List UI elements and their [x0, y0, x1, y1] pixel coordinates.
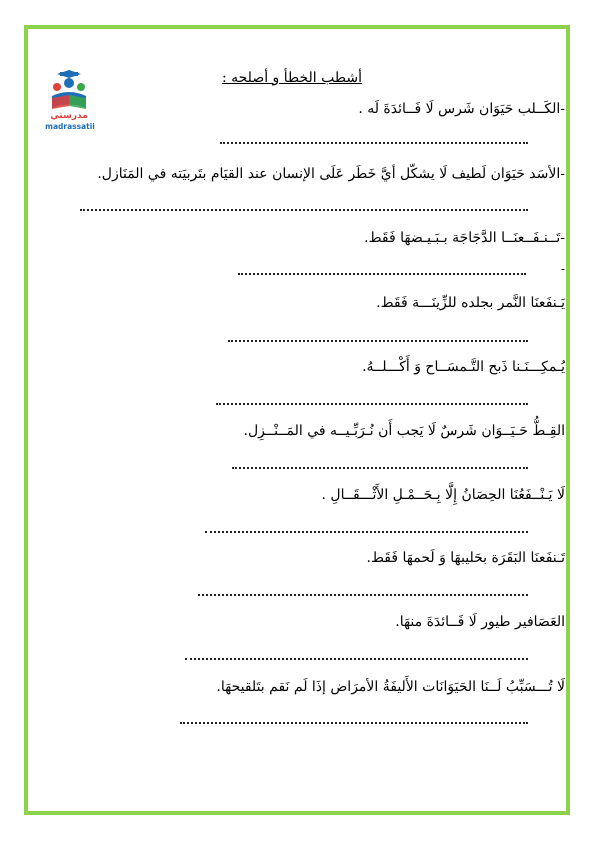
answer-line-4 — [228, 340, 528, 342]
answer-line-6 — [232, 467, 528, 469]
answer-line-3 — [238, 273, 526, 275]
question-3: -تَــنـفَــعنَــا الدَّجَاجَة بـبَـيـضهَا فَقَط. — [364, 230, 565, 246]
question-8: تَـنفَعنَا البَقَرَة بحَليبهَا وَ لَحمهَا فَقَط. — [366, 550, 565, 566]
question-7: لَا يَـنْــفَعُنَا الحِصَانُ إِلَّا بِـحَــمْـلِ الأَثْـــقَــالِ . — [321, 487, 565, 503]
question-4: يَـنفَعنَا النَّمر بجلده للزِّينَـــة فَقَط. — [376, 295, 565, 311]
answer-line-2 — [80, 209, 528, 211]
answer-line-8 — [198, 594, 528, 596]
madrassatii-logo-icon — [46, 70, 92, 120]
question-1: -الكَــلب حَيَوَان شَرس لَا فَــائدَةَ لَه . — [358, 101, 565, 117]
stray-dash: - — [560, 262, 565, 276]
question-6: القِـطُّ حَـيَــوَان شَرسٌ لَا يَجب أَن نُـرَبِّـيــه في المَــنْــزِل. — [243, 423, 565, 439]
question-5: يُـمكِـــنَـنا ذَبح التَّـمسَــاح وَ أَكْـــلــهُ. — [362, 359, 565, 375]
answer-line-5 — [216, 403, 528, 405]
answer-line-1 — [220, 142, 528, 144]
logo-latin-text: madrassatii — [45, 122, 95, 131]
answer-line-9 — [185, 658, 528, 660]
exercise-title: أشطب الخطأ و أصلحه : — [221, 70, 362, 86]
question-9: العَصَافير طيور لَا فَــائدَةَ منهَا. — [395, 614, 565, 630]
logo-arabic-text: مدرستي — [50, 111, 88, 120]
answer-line-10 — [180, 722, 528, 724]
question-10: لَا تُـــسَبِّبُ لَــنَا الحَيَوَانَات الأَليفَةُ الأمرَاض إذَا لَم نَقم بتَلقيحهَا. — [216, 679, 565, 695]
answer-line-7 — [205, 531, 528, 533]
question-2: -الأسَد حَيَوَان لَطيف لَا يشكّل أيَّ خَطَر عَلَى الإنسان عند القيَام بتَربيَته في المَنَازل. — [97, 166, 565, 182]
